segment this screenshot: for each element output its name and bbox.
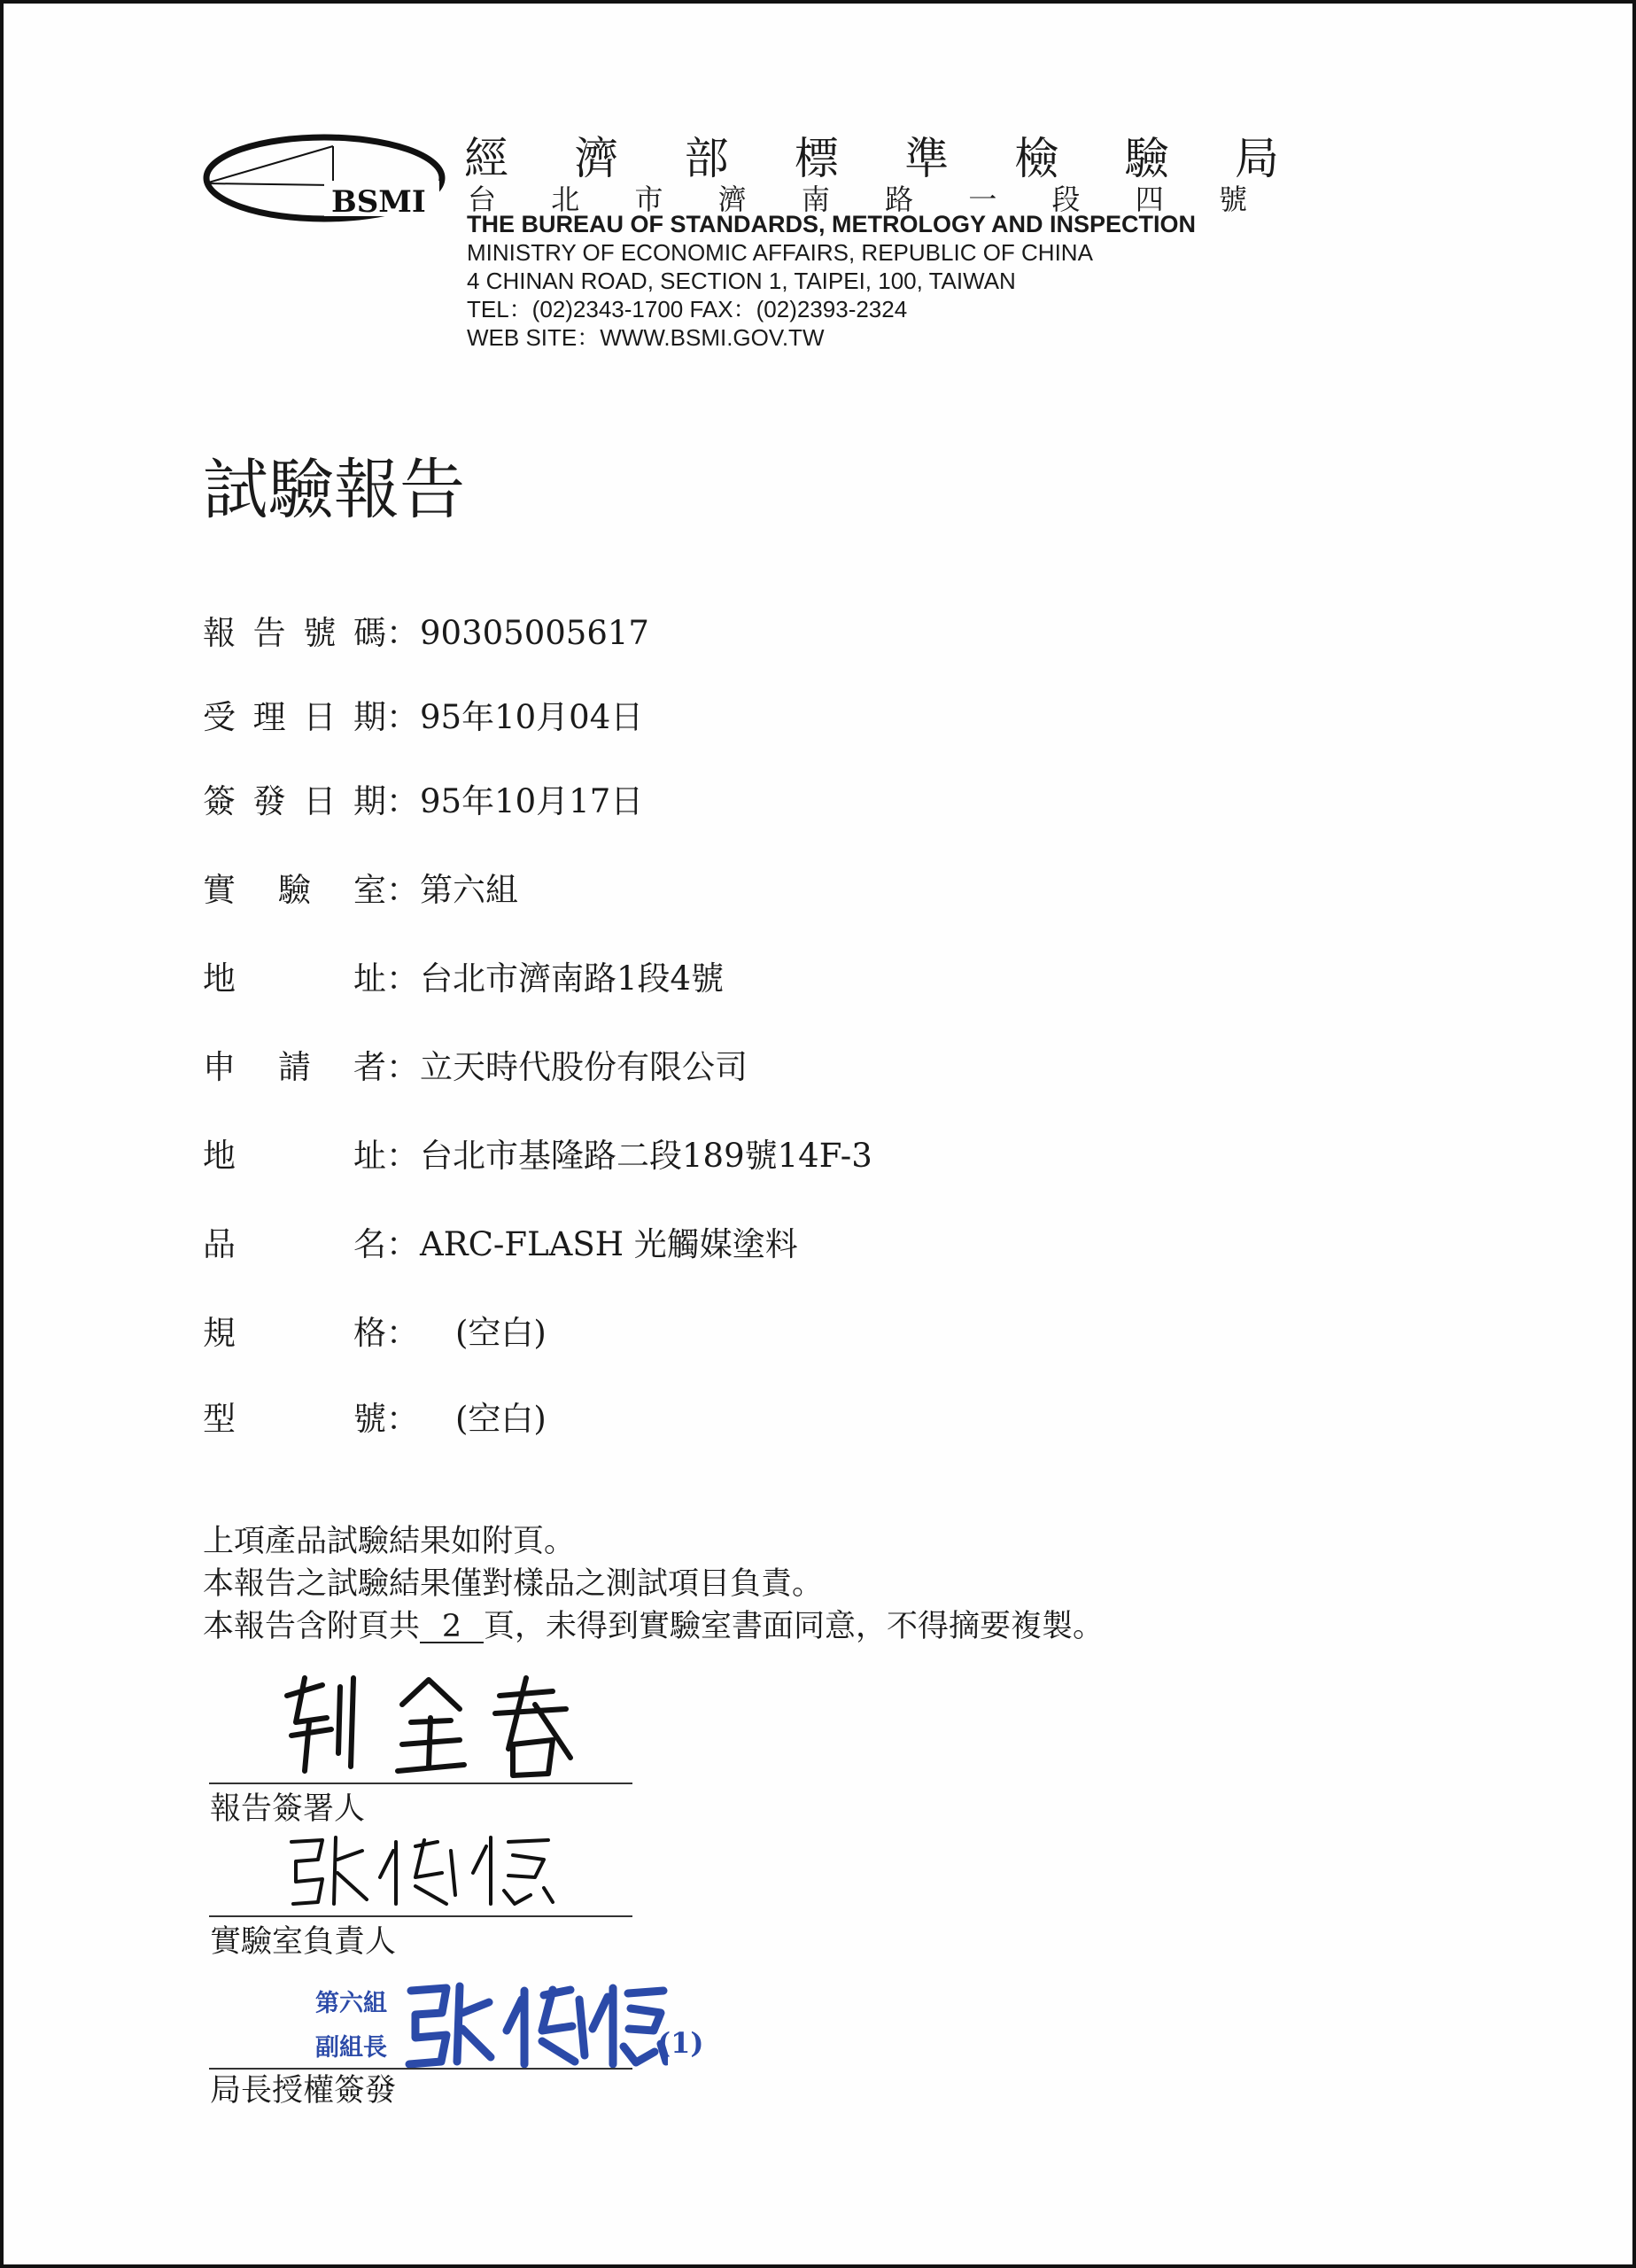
field-label: 簽 發 日 期 [203, 782, 386, 820]
ministry-name-en: MINISTRY OF ECONOMIC AFFAIRS, REPUBLIC OF CHINA [467, 239, 1093, 266]
field-label: 報 告 號 碼 [203, 614, 386, 652]
field-lab-address: 地 址 ： 台北市濟南路1段4號 [203, 951, 724, 999]
bureau-info-en [467, 210, 1196, 352]
report-title: 試驗報告 [203, 452, 465, 528]
field-value: ARC-FLASH 光觸媒塗料 [420, 1225, 798, 1263]
director-stamp-signature [402, 1977, 668, 2070]
page-count: 2 [420, 1612, 484, 1643]
bureau-name-en: THE BUREAU OF STANDARDS, METROLOGY AND INSPECTION [467, 211, 1197, 237]
field-report-number: 報 告 號 碼 ： 90305005617 [203, 606, 649, 654]
bsmi-logo [200, 132, 457, 229]
field-label: 地 址 [203, 959, 386, 998]
field-label: 地 址 [203, 1137, 386, 1175]
signer-label: 報告簽署人 [210, 1791, 366, 1827]
field-applicant: 申 請 者 ： 立天時代股份有限公司 [203, 1040, 748, 1088]
bureau-address-cn: 台 北 市 濟 南 路 一 段 四 號 [468, 183, 1247, 216]
signer-signature [269, 1669, 588, 1784]
svg-text:BSMI: BSMI [331, 184, 426, 220]
statement-responsibility: 本報告之試驗結果僅對樣品之測試項目負責。 [203, 1566, 824, 1602]
field-applicant-address: 地 址 ： 台北市基隆路二段189號14F-3 [203, 1129, 872, 1177]
field-model: 型 號 ： (空白) [203, 1392, 547, 1440]
field-received-date: 受 理 日 期 ： 95年10月04日 [203, 690, 643, 738]
field-label: 型 號 [203, 1400, 386, 1438]
field-product-name: 品 名 ： ARC-FLASH 光觸媒塗料 [203, 1217, 798, 1265]
statement-pages: 本報告含附頁共 2 頁，未得到實驗室書面同意，不得摘要複製。 [203, 1609, 1105, 1644]
field-label: 申 請 者 [203, 1048, 386, 1086]
lab-head-signature [283, 1824, 584, 1913]
stamp-title: 副組長 [315, 2034, 387, 2062]
field-value: (空白) [455, 1314, 547, 1352]
stamp-department: 第六組 [315, 1990, 387, 2017]
field-issue-date: 簽 發 日 期 ： 95年10月17日 [203, 774, 643, 822]
field-label: 受 理 日 期 [203, 698, 386, 736]
field-label: 品 名 [203, 1225, 386, 1263]
statements [203, 1520, 1104, 1648]
field-value: 95年10月17日 [420, 782, 644, 820]
website: WEB SITE：WWW.BSMI.GOV.TW [467, 324, 825, 351]
lab-head-label: 實驗室負責人 [210, 1924, 397, 1960]
address-en: 4 CHINAN ROAD, SECTION 1, TAIPEI, 100, TAIWAN [467, 268, 1016, 294]
stamp-number: (1) [657, 2026, 704, 2060]
field-value: 立天時代股份有限公司 [420, 1048, 748, 1086]
statement-results-attached: 上項產品試驗結果如附頁。 [203, 1524, 576, 1559]
field-value: 95年10月04日 [420, 698, 644, 736]
field-specification: 規 格 ： (空白) [203, 1306, 547, 1354]
field-value: 90305005617 [420, 614, 649, 652]
tel-fax: TEL：(02)2343-1700 FAX：(02)2393-2324 [467, 296, 908, 322]
field-value: (空白) [455, 1400, 547, 1438]
field-laboratory: 實 驗 室 ： 第六組 [203, 863, 518, 911]
field-label: 實 驗 室 [203, 871, 386, 909]
field-value: 第六組 [420, 871, 518, 909]
bureau-name-cn: 經 濟 部 標 準 檢 驗 局 [464, 133, 1279, 184]
field-label: 規 格 [203, 1314, 386, 1352]
field-value: 台北市基隆路二段189號14F-3 [420, 1137, 872, 1175]
director-label: 局長授權簽發 [210, 2073, 397, 2109]
field-value: 台北市濟南路1段4號 [420, 959, 725, 998]
